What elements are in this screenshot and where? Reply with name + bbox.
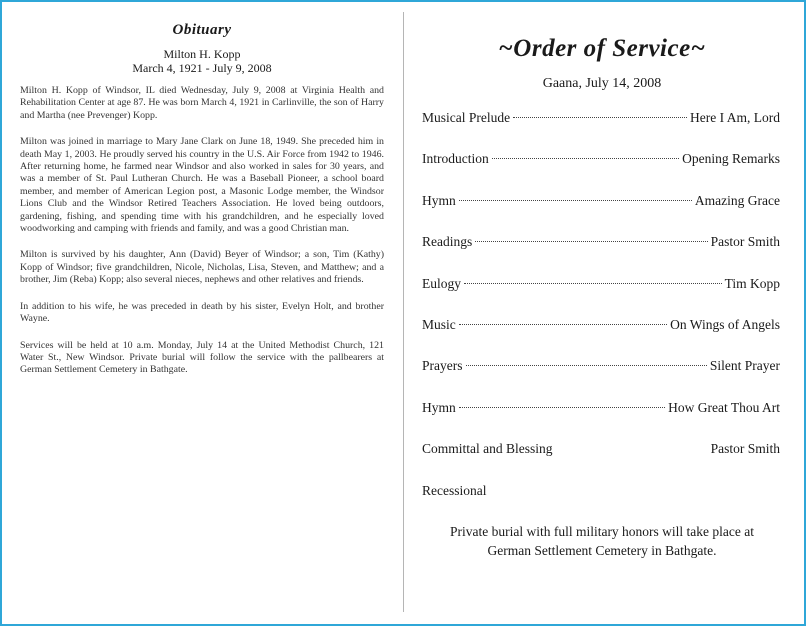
program-item-label: Music	[422, 316, 456, 332]
obituary-panel	[20, 22, 384, 391]
dot-leader	[475, 241, 707, 242]
dot-leader	[459, 407, 665, 408]
dot-leader	[466, 365, 707, 366]
dot-leader	[513, 117, 687, 118]
program-item	[414, 193, 790, 234]
program-item-label: Eulogy	[422, 275, 461, 291]
program-item-value: On Wings of Angels	[670, 316, 780, 332]
program-item-label: Recessional	[422, 482, 487, 498]
obituary-paragraph: Services will be held at 10 a.m. Monday, July 14 at the United Methodist Church, 121 Water St., New Windsor. Private burial will follow the service with the pallbearers at German Settlement Cemetery in Bathgate.	[20, 339, 384, 376]
obituary-paragraph: In addition to his wife, he was preceded in death by his sister, Evelyn Holt, and brother Wayne.	[20, 300, 384, 325]
service-date: Gaana, July 14, 2008	[542, 76, 662, 91]
burial-note: Private burial with full military honors will take place at German Settlement Cemetery in Bathgate.	[449, 523, 755, 558]
service-program-list	[414, 110, 790, 524]
program-item	[414, 110, 790, 151]
obituary-heading: Obituary	[172, 22, 232, 38]
obituary-paragraph: Milton H. Kopp of Windsor, IL died Wednesday, July 9, 2008 at Virginia Health and Rehabilitation Center at age 87. He was born March 4, 1921 in Carlinville, the son of Harry and Martha (nee Prevenger) Kopp.	[20, 85, 384, 121]
program-item-value: Pastor Smith	[710, 441, 780, 457]
program-item-value: Amazing Grace	[694, 192, 780, 208]
program-item-label: Prayers	[422, 358, 463, 374]
dot-leader	[464, 283, 722, 284]
program-item	[414, 400, 790, 441]
dot-leader	[459, 200, 692, 201]
obituary-paragraph: Milton was joined in marriage to Mary Jane Clark on June 18, 1949. She preceded him in death May 1, 2003. He proudly served his country in the U.S. Air Force from 1942 to 1946. After returning home, he farmed near Windsor and also worked in sales for 30 years, and was a member of St. Paul Lutheran Church. He was a Baseball Pioneer, a school board member, and member of American Legion post, a Masonic Lodge member, the Windsor Lions Club and the Windsor Retired Teachers Association. He loved being outdoors, gardening, fishing, and spending time with his grandchildren, and he especially loved woodworking and camping with friends and family, and was a good Christian man.	[20, 136, 384, 235]
program-item-value: How Great Thou Art	[668, 399, 780, 415]
program-item	[414, 317, 790, 358]
deceased-name: Milton H. Kopp	[163, 47, 241, 61]
program-item-label: Introduction	[422, 151, 489, 167]
order-of-service-panel	[414, 34, 790, 560]
order-of-service-title: ~Order of Service~	[498, 35, 706, 62]
program-item-label: Musical Prelude	[422, 110, 511, 125]
dot-leader	[459, 324, 667, 325]
program-item	[414, 234, 790, 275]
program-item	[414, 483, 790, 524]
obituary-paragraph: Milton is survived by his daughter, Ann (David) Beyer of Windsor; a son, Tim (Kathy) Kopp of Windsor; five grandchildren, Nicole, Nicholas, Lisa, Steven, and Matthew; and a brother, Jim (Reba) Kopp; also several nieces, nephews and other relatives and friends.	[20, 249, 384, 286]
program-item-label: Hymn	[422, 192, 456, 208]
program-item-value: Here I Am, Lord	[690, 110, 780, 125]
program-item-value: Silent Prayer	[709, 358, 780, 374]
program-item	[414, 441, 790, 482]
program-item-label: Readings	[422, 234, 473, 250]
program-item-value: Tim Kopp	[724, 275, 780, 291]
program-item	[414, 151, 790, 192]
program-item-value: Opening Remarks	[682, 151, 780, 167]
program-item-label: Hymn	[422, 399, 456, 415]
life-dates: March 4, 1921 - July 9, 2008	[132, 61, 272, 75]
fold-line	[403, 12, 404, 612]
dot-leader	[492, 158, 679, 159]
program-item	[414, 276, 790, 317]
program-item	[414, 358, 790, 399]
program-item-value: Pastor Smith	[710, 234, 780, 250]
program-item-label: Committal and Blessing	[422, 441, 553, 457]
